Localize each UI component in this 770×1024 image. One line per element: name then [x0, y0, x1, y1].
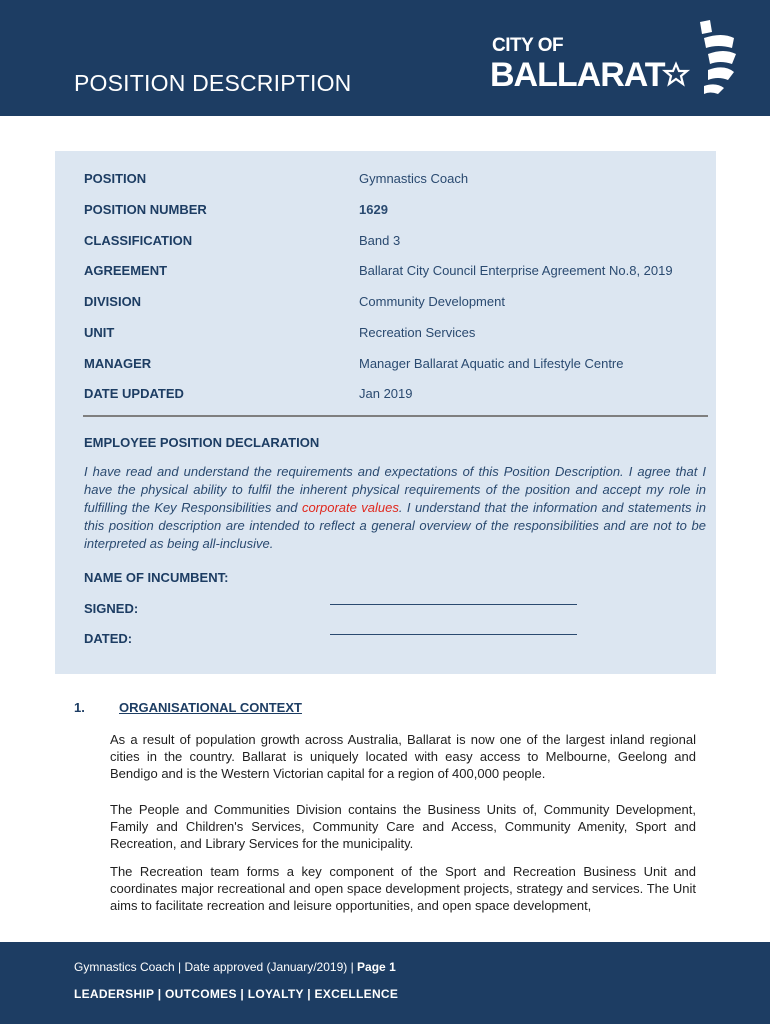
- declaration-text-end: . I understand that the information and statements in this position description are intended to reflect a general overview of the responsibilities and are not to be interpreted as being all-inclusive.: [84, 500, 706, 551]
- declaration-heading: EMPLOYEE POSITION DECLARATION: [84, 435, 320, 450]
- detail-label: DIVISION: [84, 294, 142, 309]
- declaration-text-start: I have read and understand the requirements and expectations of this Position Description. I agree that I have the physical ability to fulfil the inherent physical requirements of the position and accept my role in fulfilling the Key Responsibilities and: [84, 464, 706, 515]
- corporate-values-link[interactable]: corporate values: [301, 500, 399, 515]
- dated-label: DATED:: [84, 631, 133, 646]
- detail-label: DATE UPDATED: [84, 386, 184, 401]
- footer-doc-info: [74, 960, 396, 974]
- section-divider: [83, 415, 708, 417]
- detail-value: 1629: [359, 202, 388, 217]
- signed-label: SIGNED:: [84, 601, 139, 616]
- detail-label: POSITION: [84, 171, 147, 186]
- detail-value: Gymnastics Coach: [359, 171, 469, 186]
- detail-value: Community Development: [359, 294, 505, 309]
- context-paragraph: The People and Communities Division contains the Business Units of, Community Development, Family and Children's Services, Community Care and Access, Community Amenity, Sport and Recreation, and Library Services for the municipality.: [110, 802, 696, 851]
- detail-label: CLASSIFICATION: [84, 233, 193, 248]
- footer-values: LEADERSHIP | OUTCOMES | LOYALTY | EXCELLENCE: [74, 987, 399, 1001]
- section-number: 1.: [74, 700, 85, 715]
- detail-value: Recreation Services: [359, 325, 476, 340]
- dated-line: [330, 634, 577, 635]
- detail-value: Jan 2019: [359, 386, 413, 401]
- footer-page-number: Page 1: [357, 960, 396, 974]
- declaration-text: [84, 463, 706, 553]
- detail-label: UNIT: [84, 325, 115, 340]
- context-paragraph: The Recreation team forms a key component of the Sport and Recreation Business Unit and coordinates major recreational and open space development projects, strategy and services. The Unit aims to facilitate recreation and leisure opportunities, and open space development,: [110, 864, 696, 913]
- context-paragraph: As a result of population growth across Australia, Ballarat is now one of the largest inland regional cities in the country. Ballarat is uniquely located with easy access to Melbourne, Geelong and Bendigo and is the Western Victorian capital for a region of 400,000 people.: [110, 732, 696, 781]
- detail-label: MANAGER: [84, 356, 152, 371]
- signed-line: [330, 604, 577, 605]
- detail-value: Band 3: [359, 233, 401, 248]
- detail-value: Ballarat City Council Enterprise Agreement No.8, 2019: [359, 263, 673, 278]
- page-title: POSITION DESCRIPTION: [74, 70, 352, 96]
- name-of-incumbent-label: NAME OF INCUMBENT:: [84, 570, 229, 585]
- logo-ballarat-text: BALLARAT: [490, 56, 665, 94]
- page-footer: [0, 942, 770, 1024]
- footer-doc-text: Gymnastics Coach | Date approved (January/2019) |: [74, 960, 358, 974]
- logo-city-of-text: CITY OF: [492, 35, 564, 56]
- page-header: [0, 0, 770, 116]
- detail-label: AGREEMENT: [84, 263, 168, 278]
- detail-label: POSITION NUMBER: [84, 202, 207, 217]
- section-title: ORGANISATIONAL CONTEXT: [119, 700, 302, 715]
- position-details-panel: [55, 151, 716, 674]
- city-of-ballarat-logo: [490, 18, 740, 98]
- ballarat-star-icon: [660, 18, 740, 98]
- detail-value: Manager Ballarat Aquatic and Lifestyle Centre: [359, 356, 624, 371]
